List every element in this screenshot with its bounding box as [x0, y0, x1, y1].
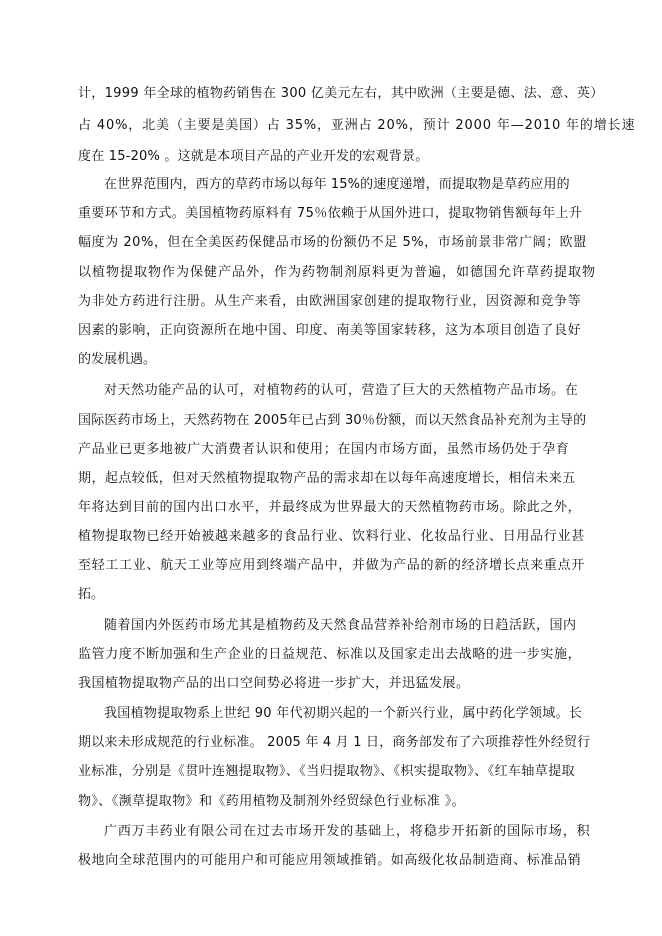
- text-line: 为非处方药进行注册。从生产来看，由欧洲国家创建的提取物行业，因资源和竞争等: [78, 294, 582, 309]
- text-line: 幅度为 20%，但在全美医药保健品市场的份额仍不足 5%，市场前景非常广阔；欧盟: [78, 235, 587, 250]
- text-line: 极地向全球范围内的可能用户和可能应用领域推销。如高级化妆品制造商、标准品销: [78, 853, 582, 868]
- text-line: 监管力度不断加强和生产企业的日益规范、标准以及国家走出去战略的进一步实施，: [78, 647, 582, 662]
- text-line: 对天然功能产品的认可，对植物药的认可，营造了巨大的天然植物产品市场。在: [104, 383, 579, 398]
- text-line: 广西万丰药业有限公司在过去市场开发的基础上，将稳步开拓新的国际市场，积: [104, 824, 591, 839]
- text-line: 我国植物提取物系上世纪 90 年代初期兴起的一个新兴行业，属中药化学领域。长: [104, 706, 583, 721]
- text-line: 随着国内外医药市场尤其是植物药及天然食品营养补给剂市场的日趋活跃，国内: [104, 618, 577, 633]
- text-line: 我国植物提取物产品的出口空间势必将进一步扩大，并迅猛发展。: [78, 676, 470, 691]
- text-line: 占 40%，北美（主要是美国）占 35%，亚洲占 20%，预计 2000 年—2010 年的增长速: [78, 118, 636, 133]
- text-line: 期以来未形成规范的行业标准。 2005 年 4 月 1 日，商务部发布了六项推荐性外经贸行: [78, 735, 591, 750]
- text-line: 物》、《濒草提取物》和《药用植物及制剂外经贸绿色行业标准 》。: [78, 794, 466, 809]
- text-line: 年将达到目前的国内出口水平，并最终成为世界最大的天然植物药市场。除此之外，: [78, 500, 582, 515]
- text-line: 产品业已更多地被广大消费者认识和使用；在国内市场方面，虽然市场仍处于孕育: [78, 442, 570, 457]
- text-line: 植物提取物已经开始被越来越多的食品行业、饮料行业、化妆品行业、日用品行业甚: [78, 529, 585, 544]
- text-line: 计，1999 年全球的植物药销售在 300 亿美元左右，其中欧洲（主要是德、法、意、英）: [78, 86, 604, 101]
- text-line: 期，起点较低，但对天然植物提取物产品的需求却在以每年高速度增长，相信未来五: [78, 471, 576, 486]
- text-line: 的发展机遇。: [78, 352, 157, 367]
- text-line: 以植物提取物作为保健产品外，作为药物制剂原料更为普遍，如德国允许草药提取物: [78, 265, 597, 280]
- text-line: 至轻工工业、航天工业等应用到终端产品中，并做为产品的新的经济增长点来重点开: [78, 558, 585, 573]
- text-line: 国际医药市场上，天然药物在 2005年已占到 30％份额，而以天然食品补充剂为主导的: [78, 413, 587, 428]
- text-line: 在世界范围内，西方的草药市场以每年 15%的速度递增，而提取物是草药应用的: [104, 177, 570, 192]
- text-line: 因素的影响，正向资源所在地中国、印度、南美等国家转移，这为本项目创造了良好: [78, 323, 582, 338]
- text-line: 度在 15-20% 。这就是本项目产品的产业开发的宏观背景。: [78, 149, 429, 164]
- text-line: 重要环节和方式。美国植物药原料有 75％依赖于从国外进口，提取物销售额每年上升: [78, 206, 583, 221]
- text-line: 业标准，分别是《贯叶连翘提取物》、《当归提取物》、《枳实提取物》、《红车轴草提取: [78, 764, 576, 779]
- text-line: 拓。: [78, 587, 105, 602]
